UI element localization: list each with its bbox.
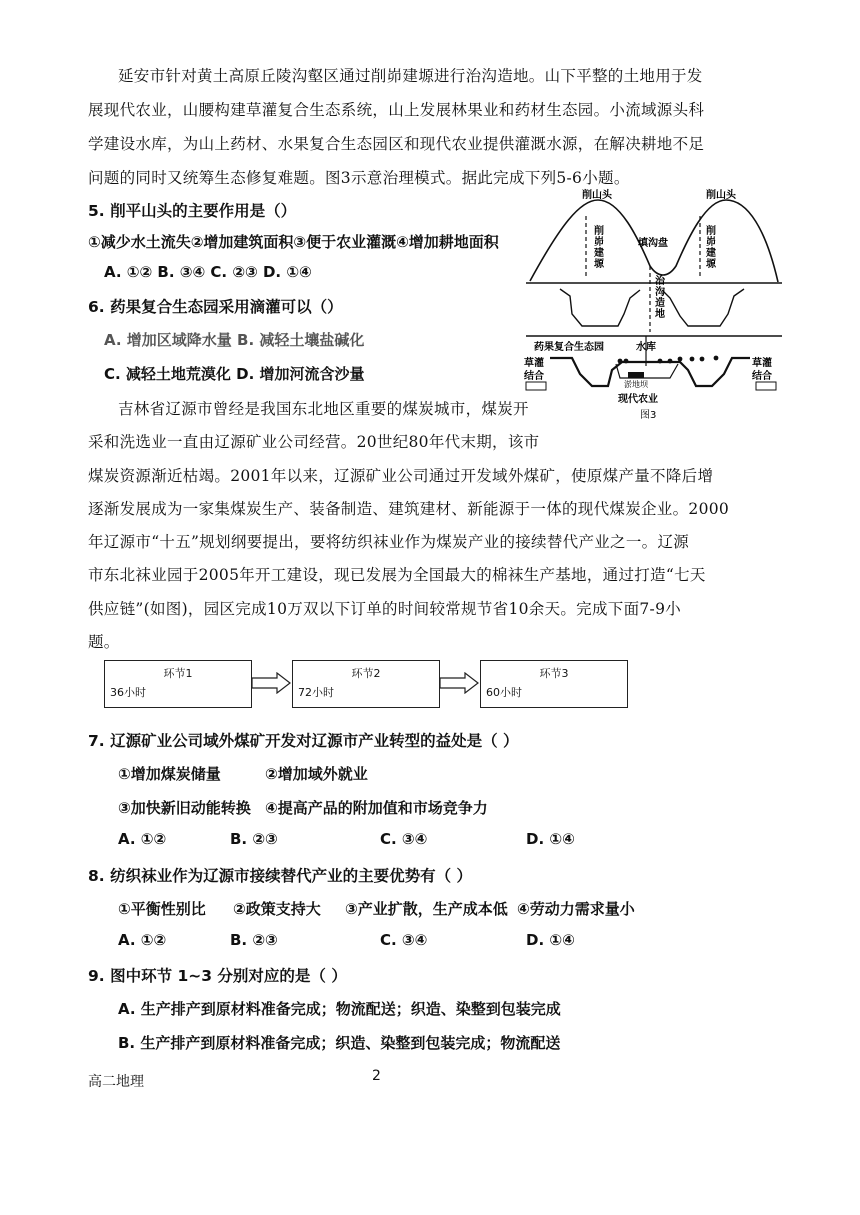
fig-label-dam: 淤地坝	[624, 380, 648, 389]
flow-step-3	[480, 660, 628, 708]
fig-label-center: 治沟造地	[655, 276, 665, 320]
q8-stem: 8. 纺织袜业作为辽源市接续替代产业的主要优势有（ ）	[88, 867, 472, 885]
fig-label-modern-ag: 现代农业	[618, 394, 658, 405]
q7-choice-1: ①增加煤炭储量	[118, 765, 221, 783]
q8-choice-3: ③产业扩散，生产成本低	[345, 900, 508, 918]
q5-choices: ①减少水土流失②增加建筑面积③便于农业灌溉④增加耕地面积	[88, 233, 499, 251]
fig-caption: 图3	[640, 410, 657, 421]
q8-choice-4: ④劳动力需求量小	[517, 900, 635, 918]
q9-option-a: A. 生产排产到原材料准备完成；物流配送；织造、染整到包装完成	[118, 1000, 561, 1018]
q8-option-d: D. ①④	[526, 931, 575, 949]
q6-stem: 6. 药果复合生态园采用滴灌可以（）	[88, 298, 343, 316]
q7-option-b: B. ②③	[230, 830, 278, 848]
flow-arrow-1-icon	[251, 672, 291, 694]
fig-label-left-grass: 草灌结合	[524, 358, 544, 382]
q8-choice-1: ①平衡性别比	[118, 900, 206, 918]
q7-choice-3: ③加快新旧动能转换	[118, 799, 251, 817]
q5-stem: 5. 削平山头的主要作用是（）	[88, 202, 297, 220]
fig-label-right-slope: 削峁建塬	[706, 226, 716, 270]
passage2-line1: 吉林省辽源市曾经是我国东北地区重要的煤炭城市，煤炭开	[118, 400, 529, 418]
fig-label-eco-park: 药果复合生态园	[534, 342, 604, 353]
passage1-line1: 延安市针对黄土高原丘陵沟壑区通过削峁建塬进行治沟造地。山下平整的土地用于发	[118, 67, 703, 85]
q8-option-b: B. ②③	[230, 931, 278, 949]
fig-label-right-peak: 削山头	[706, 190, 736, 201]
flow-step-2-title: 环节2	[351, 667, 381, 680]
fig-label-right-grass: 草灌结合	[752, 358, 772, 382]
flow-step-1-title: 环节1	[163, 667, 193, 680]
passage2-line3: 煤炭资源渐近枯竭。2001年以来，辽源矿业公司通过开发域外煤矿，使原煤产量不降后增	[88, 467, 714, 485]
passage2-line7: 供应链”(如图)，园区完成10万双以下订单的时间较常规节省10余天。完成下面7-9小	[88, 600, 682, 618]
q7-option-d: D. ①④	[526, 830, 575, 848]
fig-label-left-peak: 削山头	[582, 190, 612, 201]
passage1-line3: 学建设水库，为山上药材、水果复合生态园区和现代农业提供灌溉水源，在解决耕地不足	[88, 135, 705, 153]
footer-page-number: 2	[372, 1068, 381, 1084]
flow-step-2	[292, 660, 440, 708]
fig-label-gully: 填沟盘	[638, 238, 668, 249]
q8-option-a: A. ①②	[118, 931, 167, 949]
fig-label-reservoir: 水库	[636, 342, 656, 353]
passage2-line2: 采和洗选业一直由辽源矿业公司经营。20世纪80年代末期，该市	[88, 433, 540, 451]
passage1-line2: 展现代农业，山腰构建草灌复合生态系统，山上发展林果业和药材生态园。小流域源头科	[88, 101, 705, 119]
fig-label-left-slope: 削峁建塬	[594, 226, 604, 270]
q5-options: A. ①② B. ③④ C. ②③ D. ①④	[104, 263, 312, 281]
flow-step-2-hours: 72小时	[298, 686, 334, 699]
q9-option-b: B. 生产排产到原材料准备完成；织造、染整到包装完成；物流配送	[118, 1034, 561, 1052]
footer-subject: 高二地理	[88, 1074, 144, 1090]
flow-step-3-title: 环节3	[539, 667, 569, 680]
q8-option-c: C. ③④	[380, 931, 428, 949]
q7-choice-2: ②增加域外就业	[265, 765, 368, 783]
flow-step-3-hours: 60小时	[486, 686, 522, 699]
q7-choice-4: ④提高产品的附加值和市场竞争力	[265, 799, 488, 817]
q7-stem: 7. 辽源矿业公司域外煤矿开发对辽源市产业转型的益处是（ ）	[88, 732, 519, 750]
passage2-line6: 市东北袜业园于2005年开工建设，现已发展为全国最大的棉袜生产基地，通过打造“七天	[88, 566, 706, 584]
figure3-diagram	[520, 186, 785, 426]
flow-arrow-2-icon	[439, 672, 479, 694]
q8-choice-2: ②政策支持大	[233, 900, 321, 918]
q7-option-c: C. ③④	[380, 830, 428, 848]
q9-stem: 9. 图中环节 1~3 分别对应的是（ ）	[88, 967, 347, 985]
flow-step-1	[104, 660, 252, 708]
passage1-line4: 问题的同时又统筹生态修复难题。图3示意治理模式。据此完成下列5-6小题。	[88, 169, 630, 187]
q7-option-a: A. ①②	[118, 830, 167, 848]
q6-options-ab: A. 增加区域降水量 B. 减轻土壤盐碱化	[104, 331, 365, 349]
flow-step-1-hours: 36小时	[110, 686, 146, 699]
passage2-line8: 题。	[88, 633, 120, 651]
passage2-line5: 年辽源市“十五”规划纲要提出，要将纺织袜业作为煤炭产业的接续替代产业之一。辽源	[88, 533, 690, 551]
q6-options-cd: C. 减轻土地荒漠化 D. 增加河流含沙量	[104, 365, 365, 383]
passage2-line4: 逐渐发展成为一家集煤炭生产、装备制造、建筑建材、新能源于一体的现代煤炭企业。2000	[88, 500, 730, 518]
